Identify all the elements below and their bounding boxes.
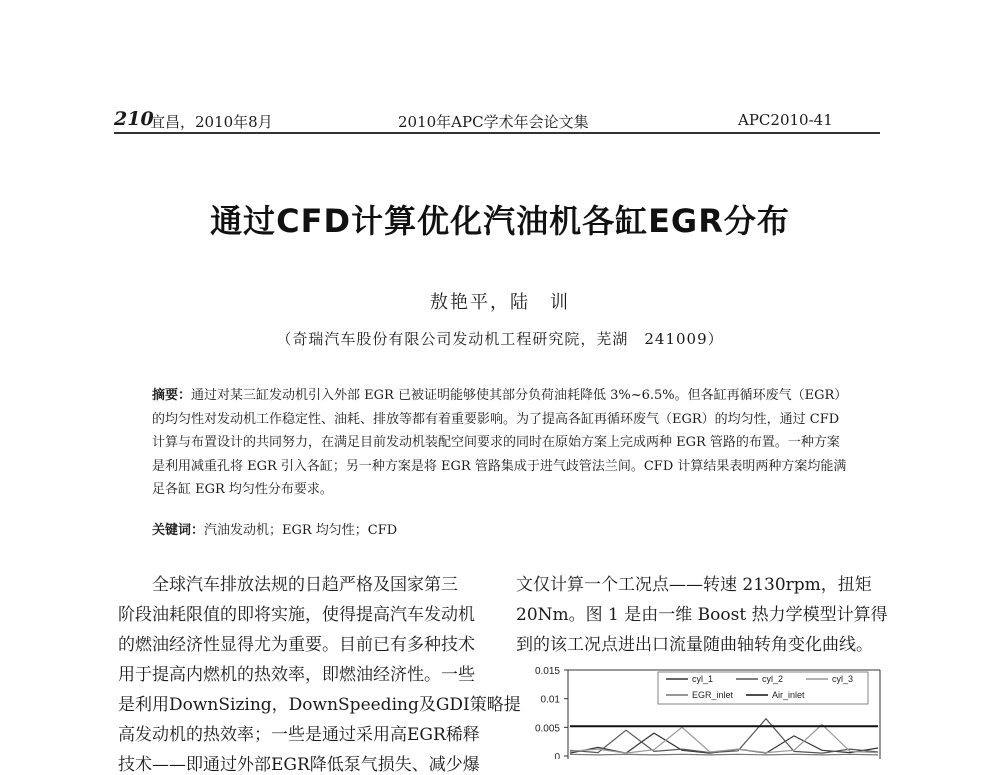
body-right-line: 文仅计算一个工况点——转速 2130rpm，扭矩 xyxy=(516,575,872,595)
abstract xyxy=(152,384,852,502)
y-tick-label: 0 xyxy=(554,752,560,759)
paper-title: 通过CFD计算优化汽油机各缸EGR分布 xyxy=(210,202,790,240)
body-right-line: 20Nm。图 1 是由一维 Boost 热力学模型计算得 xyxy=(516,605,888,625)
chart-legend xyxy=(658,672,868,704)
legend-label: cyl_2 xyxy=(762,674,784,684)
page-number: 210 xyxy=(114,108,154,130)
keywords-label: 关键词： xyxy=(152,523,205,538)
legend-label: EGR_inlet xyxy=(692,690,734,700)
chart-series xyxy=(570,719,878,755)
body-left-line: 全球汽车排放法规的日趋严格及国家第三 xyxy=(152,575,458,595)
paper-authors: 敖艳平，陆 训 xyxy=(430,292,570,313)
body-left-line: 用于提高内燃机的热效率，即燃油经济性。一些 xyxy=(118,665,475,685)
body-left-line: 的燃油经济性显得尤为重要。目前已有多种技术 xyxy=(118,635,475,655)
figure-1-chart xyxy=(508,660,888,759)
body-left-line: 阶段油耗限值的即将实施，使得提高汽车发动机 xyxy=(118,605,475,625)
legend-label: cyl_3 xyxy=(832,674,854,684)
abstract-text: 通过对某三缸发动机引入外部 EGR 已被证明能够使其部分负荷油耗降低 3%~6.5%。但各缸再循环废气（EGR）的均匀性对发动机工作稳定性、油耗、排放等都有着重要影响。为了提高各缸再循环废气（EGR）的均匀性，通过 CFD 计算与布置设计的共同努力，在满足目前发动机装配空间要求的同时在原始方案上完成两种 EGR 管路的布置。一种方案是利用减重孔将 EGR 引入各缸；另一种方案是将 EGR 管路集成于进气歧管法兰间。CFD 计算结果表明两种方案均能满足各缸 EGR 均匀性分布要求。 xyxy=(152,388,848,497)
chart-ticks xyxy=(535,666,568,759)
flow-chart-svg xyxy=(508,660,888,759)
legend-label: cyl_1 xyxy=(692,674,714,684)
y-tick-label: 0.005 xyxy=(534,723,560,735)
series-line-cyl-2 xyxy=(570,719,878,753)
keywords xyxy=(152,519,397,538)
body-right-line: 到的该工况点进出口流量随曲轴转角变化曲线。 xyxy=(516,635,873,655)
header-paper-code: APC2010-41 xyxy=(738,111,833,129)
header-location-date: 宜昌，2010年8月 xyxy=(150,113,273,131)
body-left-line: 高发动机的热效率；一些是通过采用高EGR稀释 xyxy=(118,725,480,745)
paper-affiliation: （奇瑞汽车股份有限公司发动机工程研究院，芜湖 241009） xyxy=(276,330,724,348)
keywords-text: 汽油发动机；EGR 均匀性；CFD xyxy=(204,523,398,538)
y-tick-label: 0.01 xyxy=(540,694,560,706)
legend-label: Air_inlet xyxy=(772,690,805,700)
body-left-line: 是利用DownSizing，DownSpeeding及GDI策略提 xyxy=(118,695,521,715)
y-tick-label: 0.015 xyxy=(534,666,560,677)
series-line-egr-inlet xyxy=(570,754,878,755)
abstract-label: 摘要： xyxy=(152,388,192,403)
header-rule xyxy=(114,132,880,134)
body-left-line: 技术——即通过外部EGR降低泵气损失、减少爆 xyxy=(118,755,480,775)
header-proceedings: 2010年APC学术年会论文集 xyxy=(398,113,589,131)
